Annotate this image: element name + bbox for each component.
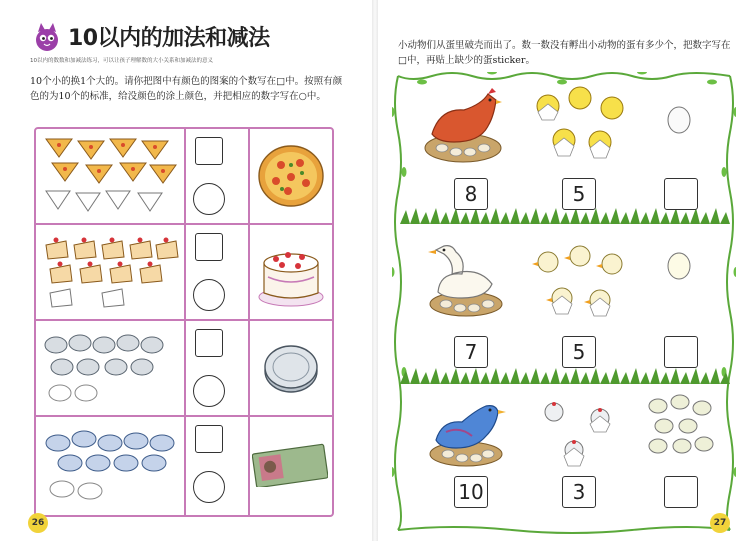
right-page (378, 0, 750, 541)
right-instructions: 小动物们从蛋里破壳而出了。数一数没有孵出小动物的蛋有多少个，把数字写在□中，再贴上缺少的蛋sticker。 (398, 40, 731, 66)
egg-icon (664, 104, 694, 136)
eggs-cluster-illustration (644, 392, 714, 458)
cake-icon (256, 235, 326, 309)
page-subtitle: 10以内的数数和加减法练习，可以让孩子理解数的大小关系和加减法的意义 (30, 58, 214, 64)
exchange-grid (34, 127, 334, 517)
answer-circle[interactable] (193, 375, 225, 407)
answer-square[interactable] (195, 233, 223, 261)
chick-count-box[interactable]: 5 (562, 178, 596, 210)
mascot-icon (32, 20, 62, 52)
cake-slices-illustration (42, 231, 182, 315)
page-number-left: 26 (28, 513, 48, 533)
row-pizza (36, 129, 332, 225)
row-yuan (36, 417, 332, 515)
row-coins (36, 321, 332, 417)
hen-on-nest-illustration (422, 86, 504, 164)
duck-on-nest-illustration (426, 240, 506, 318)
answer-square[interactable] (195, 137, 223, 165)
pizza-slices-illustration (42, 135, 182, 219)
hatched-count-box[interactable]: 7 (454, 336, 488, 368)
page-title: 10以内的加法和减法 (68, 25, 270, 51)
row-cake (36, 225, 332, 321)
hatched-count-box[interactable]: 10 (454, 476, 488, 508)
unhatched-egg-box[interactable] (664, 336, 698, 368)
chick-count-box[interactable]: 5 (562, 336, 596, 368)
answer-square[interactable] (195, 425, 223, 453)
egg-icon (664, 250, 694, 282)
ducklings-illustration (530, 242, 630, 322)
answer-circle[interactable] (193, 183, 225, 215)
yuan-coins-illustration (42, 425, 182, 509)
chick-count-box[interactable]: 3 (562, 476, 596, 508)
page-number-right: 27 (710, 513, 730, 533)
answer-circle[interactable] (193, 471, 225, 503)
bluebird-on-nest-illustration (426, 392, 508, 470)
unhatched-egg-box[interactable] (664, 178, 698, 210)
left-page (0, 0, 372, 541)
coins-illustration (42, 329, 182, 411)
unhatched-egg-box[interactable] (664, 476, 698, 508)
answer-square[interactable] (195, 329, 223, 357)
baby-birds-illustration (534, 394, 628, 470)
left-instructions: 10个小的换1个大的。请你把图中有颜色的图案的个数写在□中。按照有颜色的为10个的标准，给没颜色的涂上颜色，并把相应的数字写在○中。 (30, 76, 343, 102)
banknote-icon (252, 443, 328, 487)
hatched-count-box[interactable]: 8 (454, 178, 488, 210)
chicks-illustration (528, 84, 632, 166)
pizza-icon (256, 143, 326, 209)
answer-circle[interactable] (193, 279, 225, 311)
title-block (32, 20, 270, 52)
coin-icon (262, 343, 320, 395)
